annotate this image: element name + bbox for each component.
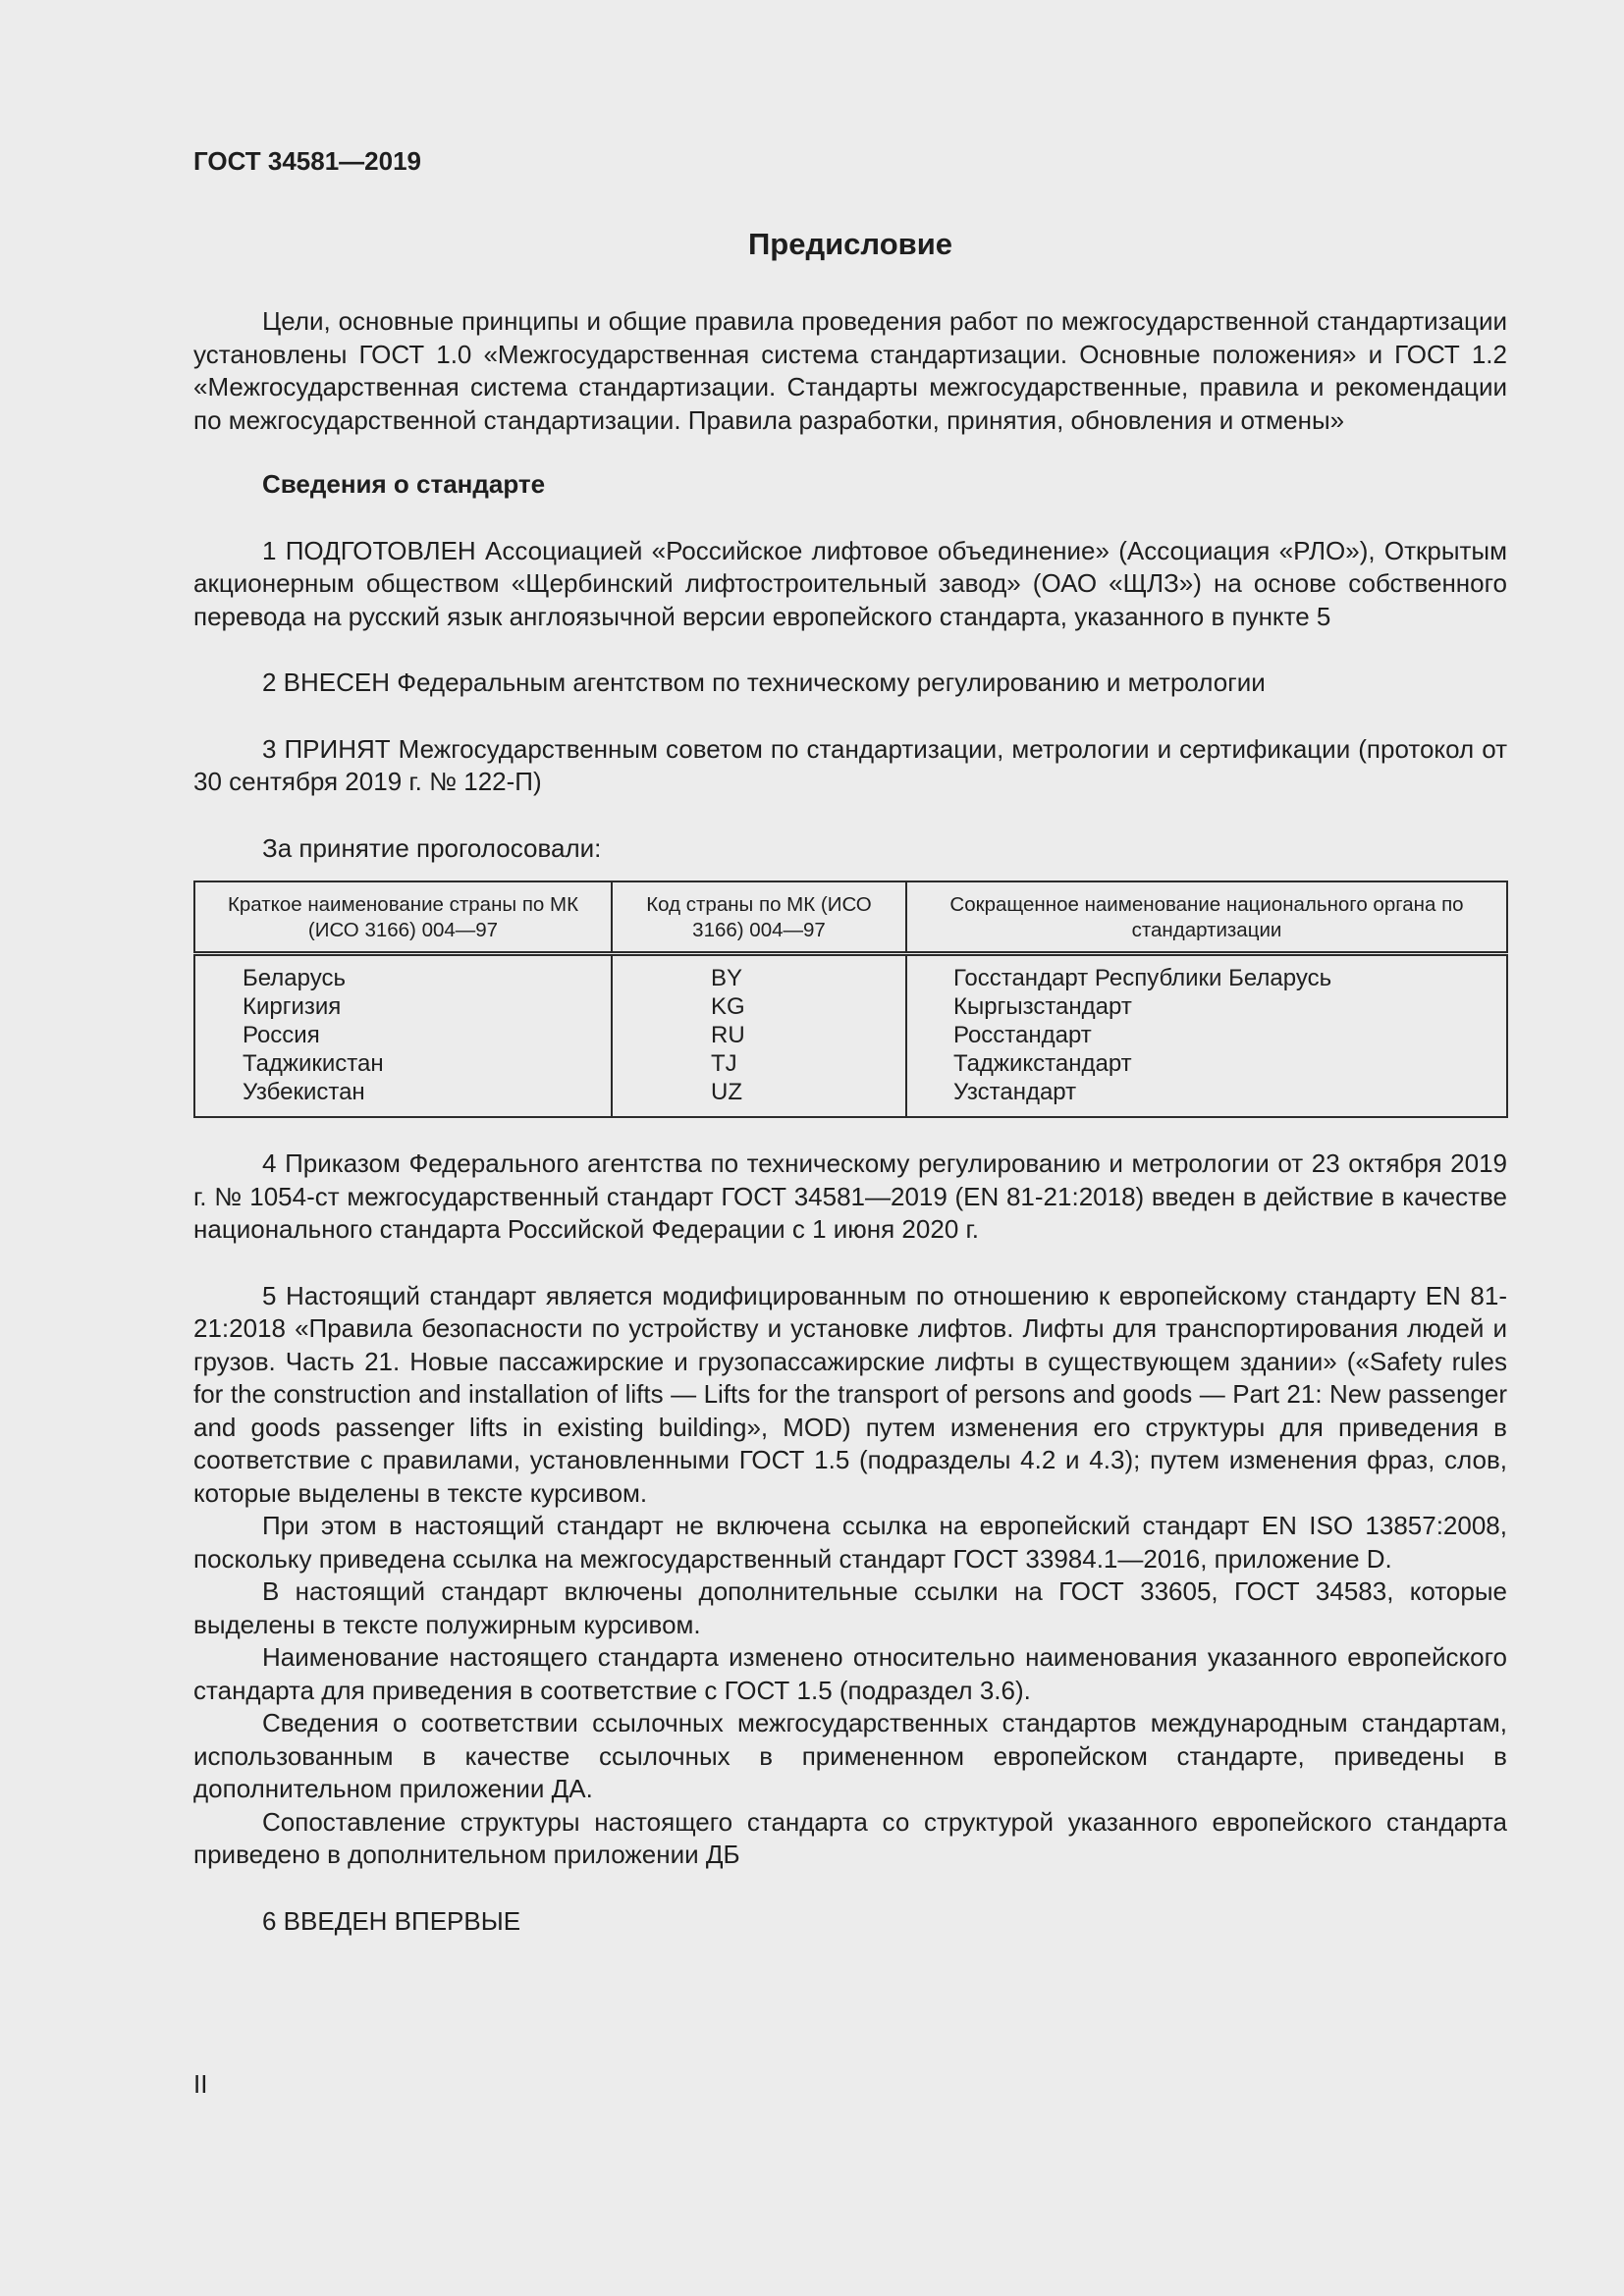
page-title: Предисловие — [747, 227, 952, 261]
table-header-row — [194, 881, 1507, 954]
country-name: Таджикистан — [194, 1049, 612, 1078]
country-code: TJ — [612, 1049, 906, 1078]
item-6-paragraph: 6 ВВЕДЕН ВПЕРВЫЕ — [262, 1905, 521, 1936]
item-5-paragraph-5: Сведения о соответствии ссылочных межгосударственных стандартов международным стандартам, использованным в качестве ссылочных в примененном европейском стандарте, приведены в дополнительном приложении ДА. — [193, 1708, 1507, 1803]
intro-paragraph: Цели, основные принципы и общие правила проведения работ по межгосударственной стандартизации установлены ГОСТ 1.0 «Межгосударственная система стандартизации. Основные положения» и ГОСТ 1.2 «Межгосударственная система стандартизации. Стандарты межгосударственные, правила и рекомендации по межгосударственной стандартизации. Правила разработки, принятия, обновления и отмены» — [193, 306, 1507, 435]
country-name: Киргизия — [194, 992, 612, 1021]
item-5-paragraph: 5 Настоящий стандарт является модифицированным по отношению к европейскому стандарту EN 81-21:2018 «Правила безопасности по устройству и установке лифтов. Лифты для транспортирования людей и грузов. Часть 21. Новые пассажирские и грузопассажирские лифты в существующем здании» («Safety rules for the construction and installation of lifts — Lifts for the transport of persons and goods — Part 21: New passenger and goods passenger lifts in existing building», MOD) путем изменения его структуры для приведения в соответствие с правилами, установленными ГОСТ 1.5 (подразделы 4.2 и 4.3); путем изменения фраз, слов, которые выделены в тексте курсивом. — [193, 1280, 1507, 1508]
table-row — [194, 1049, 1507, 1078]
country-name: Узбекистан — [194, 1078, 612, 1117]
item-5-paragraph-2: При этом в настоящий стандарт не включена ссылка на европейский стандарт EN ISO 13857:2008, поскольку приведена ссылка на межгосударственный стандарт ГОСТ 33984.1—2016, приложение D. — [193, 1511, 1507, 1574]
document-page — [193, 145, 1507, 1938]
table-row — [194, 1078, 1507, 1117]
table-row — [194, 1021, 1507, 1049]
item-1-paragraph: 1 ПОДГОТОВЛЕН Ассоциацией «Российское лифтовое объединение» (Ассоциация «РЛО»), Открытым акционерным обществом «Щербинский лифтостроительный завод» (ОАО «ЩЛЗ») на основе собственного перевода на русский язык англоязычной версии европейского стандарта, указанного в пункте 5 — [193, 535, 1507, 631]
item-2-paragraph: 2 ВНЕСЕН Федеральным агентством по техническому регулированию и метрологии — [262, 667, 1266, 697]
subheading-standard-info: Сведения о стандарте — [262, 469, 546, 499]
country-code: KG — [612, 992, 906, 1021]
agency-name: Узстандарт — [906, 1078, 1507, 1117]
item-5-paragraph-4: Наименование настоящего стандарта изменено относительно наименования указанного европейского стандарта для приведения в соответствие с ГОСТ 1.5 (подраздел 3.6). — [193, 1642, 1507, 1705]
country-code: RU — [612, 1021, 906, 1049]
item-5-paragraph-3: В настоящий стандарт включены дополнительные ссылки на ГОСТ 33605, ГОСТ 34583, которые выделены в тексте полужирным курсивом. — [193, 1576, 1507, 1639]
agency-name: Таджикстандарт — [906, 1049, 1507, 1078]
agency-name: Кыргызстандарт — [906, 992, 1507, 1021]
page-number: II — [193, 2069, 208, 2099]
table-header-agency: Сокращенное наименование национального органа по стандартизации — [906, 881, 1507, 954]
country-code: UZ — [612, 1078, 906, 1117]
country-name: Беларусь — [194, 954, 612, 993]
item-4-paragraph: 4 Приказом Федерального агентства по техническому регулированию и метрологии от 23 октября 2019 г. № 1054-ст межгосударственный стандарт ГОСТ 34581—2019 (EN 81-21:2018) введен в действие в качестве национального стандарта Российской Федерации с 1 июня 2020 г. — [193, 1148, 1507, 1244]
table-header-country: Краткое наименование страны по МК (ИСО 3166) 004—97 — [194, 881, 612, 954]
table-row — [194, 954, 1507, 993]
agency-name: Госстандарт Республики Беларусь — [906, 954, 1507, 993]
country-code: BY — [612, 954, 906, 993]
voted-label: За принятие проголосовали: — [262, 832, 602, 863]
table-row — [194, 992, 1507, 1021]
table-header-code: Код страны по МК (ИСО 3166) 004—97 — [612, 881, 906, 954]
item-5-paragraph-6: Сопоставление структуры настоящего стандарта со структурой указанного европейского стандарта приведено в дополнительном приложении ДБ — [193, 1806, 1507, 1869]
document-id: ГОСТ 34581—2019 — [193, 146, 421, 176]
country-name: Россия — [194, 1021, 612, 1049]
agency-name: Росстандарт — [906, 1021, 1507, 1049]
voting-countries-table — [193, 881, 1508, 1118]
item-3-paragraph: 3 ПРИНЯТ Межгосударственным советом по стандартизации, метрологии и сертификации (протокол от 30 сентября 2019 г. № 122-П) — [193, 733, 1507, 796]
